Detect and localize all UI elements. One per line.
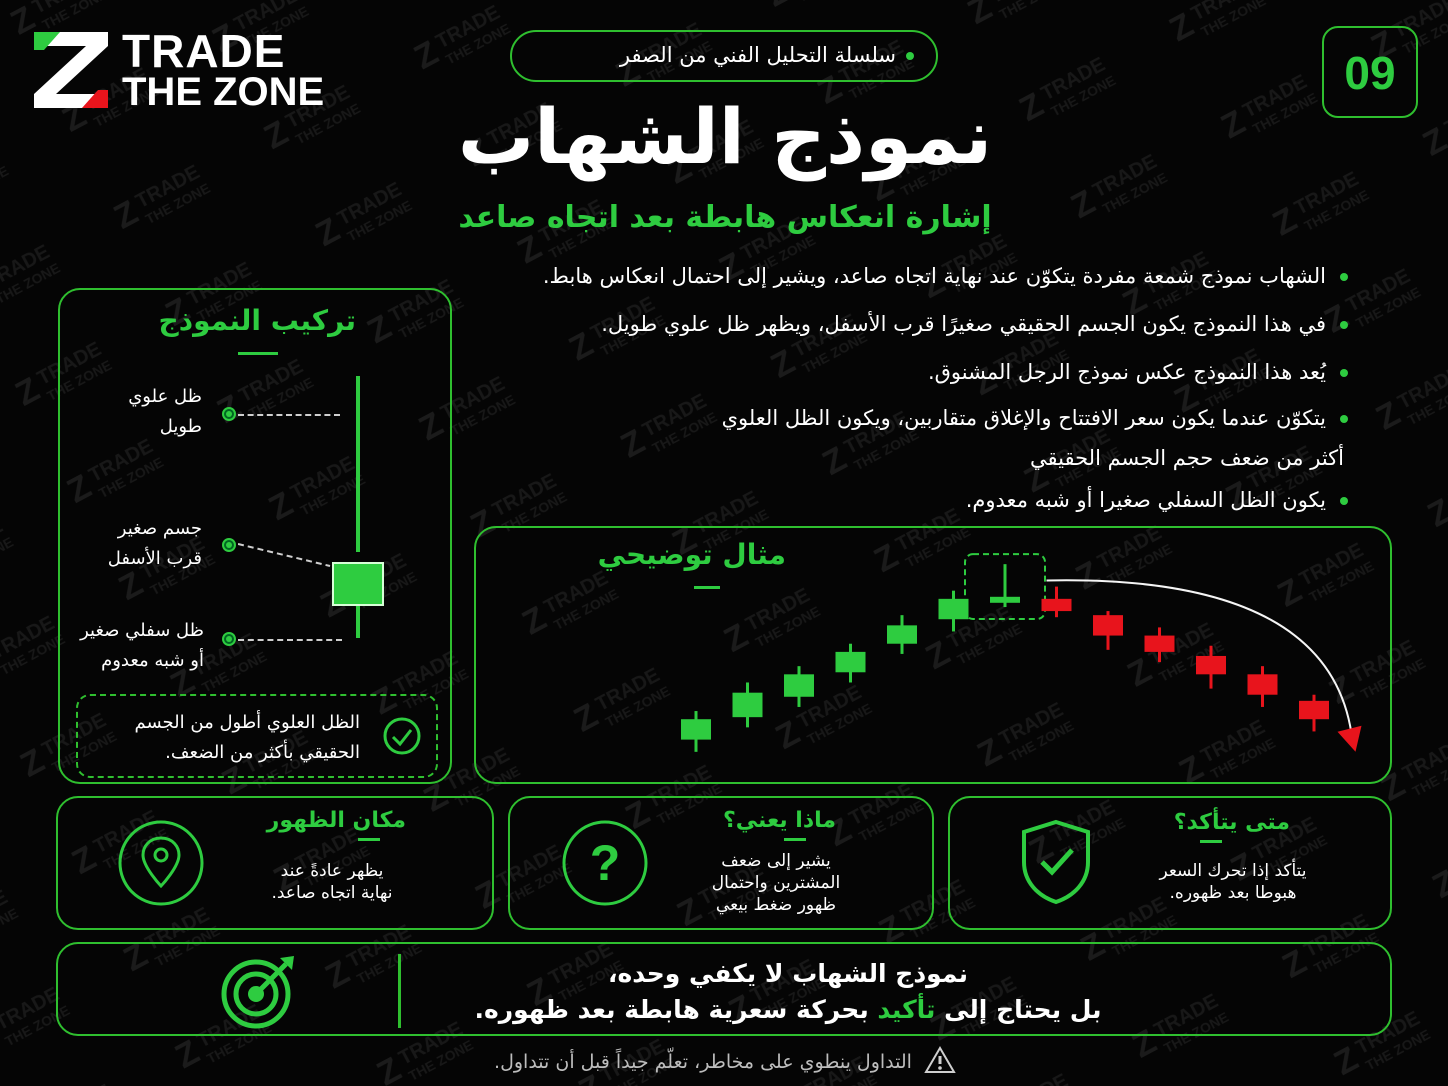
candle-body <box>1248 674 1278 694</box>
confirm-card-underline <box>1200 840 1222 843</box>
series-pill-dot <box>906 52 914 60</box>
upper-shadow-label-line1: ظل علوي <box>128 386 202 407</box>
z-logo-icon <box>30 28 112 112</box>
meaning-card-text-line3: ظهور ضغط بيعي <box>715 895 837 915</box>
candle-down <box>1248 666 1278 707</box>
map-pin-icon <box>116 818 206 908</box>
series-pill-text: سلسلة التحليل الفني من الصفر <box>619 43 896 67</box>
bullet-1-text: الشهاب نموذج شمعة مفردة يتكوّن عند نهاية اتجاه صاعد، ويشير إلى احتمال انعكاس هابط. <box>542 264 1326 288</box>
confirm-card <box>948 796 1392 930</box>
banner-line2-start: بل يحتاج إلى <box>944 995 1102 1024</box>
bullet-3-text: يُعد هذا النموذج عكس نموذج الرجل المشنوق. <box>927 360 1326 384</box>
bullet-dot <box>1340 497 1348 505</box>
example-panel <box>474 526 1392 784</box>
page-subtitle: إشارة انعكاس هابطة بعد اتجاه صاعد <box>458 200 992 235</box>
upper-shadow-label-line2: طويل <box>159 416 202 437</box>
downtrend-arrowhead <box>1338 726 1362 752</box>
structure-panel <box>58 288 452 784</box>
location-card <box>56 796 494 930</box>
bullet-5 <box>966 488 1348 512</box>
candle-up <box>887 615 917 654</box>
location-card-underline <box>358 838 380 841</box>
example-title: مثال توضيحي <box>597 538 786 571</box>
banner-line2-end: بحركة سعرية هابطة بعد ظهوره. <box>474 995 869 1024</box>
lower-shadow-label-line1: ظل سفلي صغير <box>80 620 204 641</box>
structure-note <box>76 694 438 778</box>
meaning-card-underline <box>784 838 806 841</box>
bullet-4-continuation: أكثر من ضعف حجم الجسم الحقيقي <box>1030 446 1344 470</box>
confirm-card-text-line2: هبوطا بعد ظهوره. <box>1169 883 1297 903</box>
example-candlestick-chart <box>476 528 1390 782</box>
small-body-node <box>222 538 236 552</box>
candle-body <box>681 719 711 739</box>
episode-number-box <box>1322 26 1418 118</box>
candle-body <box>1299 701 1329 719</box>
candle-body <box>836 652 866 672</box>
small-body-label-line2: قرب الأسفل <box>107 548 202 569</box>
candle-body <box>1145 636 1175 652</box>
lower-shadow-label <box>80 616 204 676</box>
series-pill <box>510 30 938 82</box>
target-icon <box>220 952 300 1030</box>
banner-highlight: تأكيد <box>877 995 936 1024</box>
meaning-card-text-line2: المشترين واحتمال <box>711 873 841 893</box>
candle-shooting_star <box>965 554 1045 619</box>
bullet-5-text: يكون الظل السفلي صغيرا أو شبه معدوم. <box>965 488 1326 512</box>
page-title: نموذج الشهاب <box>457 92 993 181</box>
lower-shadow-label-line2: أو شبه معدوم <box>101 650 204 671</box>
upper-shadow-label <box>128 382 202 442</box>
banner-divider <box>398 954 401 1028</box>
candle-down <box>1299 695 1329 732</box>
shield-check-icon <box>1016 818 1096 906</box>
location-card-title: مكان الظهور <box>266 808 406 833</box>
disclaimer-text: التداول ينطوي على مخاطر، تعلّم جيداً قبل أن تتداول. <box>494 1051 912 1073</box>
small-body-label-line1: جسم صغير <box>117 518 202 539</box>
meaning-card-text-line1: يشير إلى ضعف <box>721 851 831 871</box>
small-body-leader <box>238 542 334 572</box>
bullet-4 <box>722 406 1348 430</box>
meaning-card-text <box>686 850 866 916</box>
bullet-2 <box>601 312 1348 336</box>
structure-note-line1: الظل العلوي أطول من الجسم <box>134 712 360 733</box>
location-card-text <box>242 860 422 904</box>
bullet-dot <box>1340 321 1348 329</box>
upper-shadow-leader <box>238 414 340 416</box>
location-card-text-line2: نهاية اتجاه صاعد. <box>271 883 393 903</box>
bullet-3 <box>928 360 1348 384</box>
candle-body <box>887 625 917 643</box>
structure-title-underline <box>238 352 278 355</box>
bullet-dot <box>1340 415 1348 423</box>
candle-body <box>1093 615 1123 635</box>
candle-up <box>939 591 969 632</box>
meaning-card-title: ماذا يعني؟ <box>722 808 836 833</box>
shooting-star-lower-shadow <box>356 606 360 638</box>
warning-icon <box>924 1046 956 1079</box>
candle-down <box>1093 611 1123 650</box>
small-body-label <box>108 514 202 574</box>
confirm-card-text-line1: يتأكد إذا تحرك السعر <box>1159 861 1307 881</box>
candle-body <box>733 693 763 717</box>
banner-text <box>438 956 1138 1028</box>
shooting-star-upper-shadow <box>356 376 360 552</box>
meaning-card <box>508 796 934 930</box>
brand-logo <box>30 25 330 118</box>
structure-title: تركيب النموذج <box>158 304 356 337</box>
candle-up <box>733 682 763 727</box>
candle-body <box>990 597 1020 603</box>
location-card-text-line1: يظهر عادةً عند <box>280 861 384 881</box>
confirm-card-title: متى يتأكد؟ <box>1173 810 1290 835</box>
candle-down <box>1196 646 1226 689</box>
structure-note-line2: الحقيقي بأكثر من الضعف. <box>165 742 360 763</box>
bullet-dot <box>1340 273 1348 281</box>
banner-line2 <box>438 992 1138 1028</box>
bullet-4-text: يتكوّن عندما يكون سعر الافتتاح والإغلاق متقاربين، ويكون الظل العلوي <box>721 406 1326 430</box>
candle-up <box>836 644 866 683</box>
lower-shadow-node <box>222 632 236 646</box>
episode-number: 09 <box>1344 47 1396 99</box>
brand-line2: THE ZONE <box>122 70 325 114</box>
check-circle-icon <box>382 716 422 756</box>
upper-shadow-node <box>222 407 236 421</box>
candle-up <box>784 666 814 707</box>
confirmation-banner <box>56 942 1392 1036</box>
confirm-card-text <box>1128 860 1338 904</box>
brand-line1: TRADE <box>122 25 286 77</box>
candle-body <box>784 674 814 696</box>
banner-line1: نموذج الشهاب لا يكفي وحده، <box>608 959 968 988</box>
disclaimer <box>380 1046 1070 1079</box>
svg-text:?: ? <box>589 835 621 891</box>
candle-body <box>1042 599 1072 611</box>
bullet-1 <box>543 264 1348 288</box>
candle-down <box>1145 627 1175 662</box>
candle-body <box>1196 656 1226 674</box>
bullet-dot <box>1340 369 1348 377</box>
lower-shadow-leader <box>238 639 342 641</box>
question-mark-icon <box>560 818 650 908</box>
candle-up <box>681 711 711 752</box>
shooting-star-body <box>332 562 384 606</box>
bullet-2-text: في هذا النموذج يكون الجسم الحقيقي صغيرًا قرب الأسفل، ويظهر ظل علوي طويل. <box>601 312 1326 336</box>
